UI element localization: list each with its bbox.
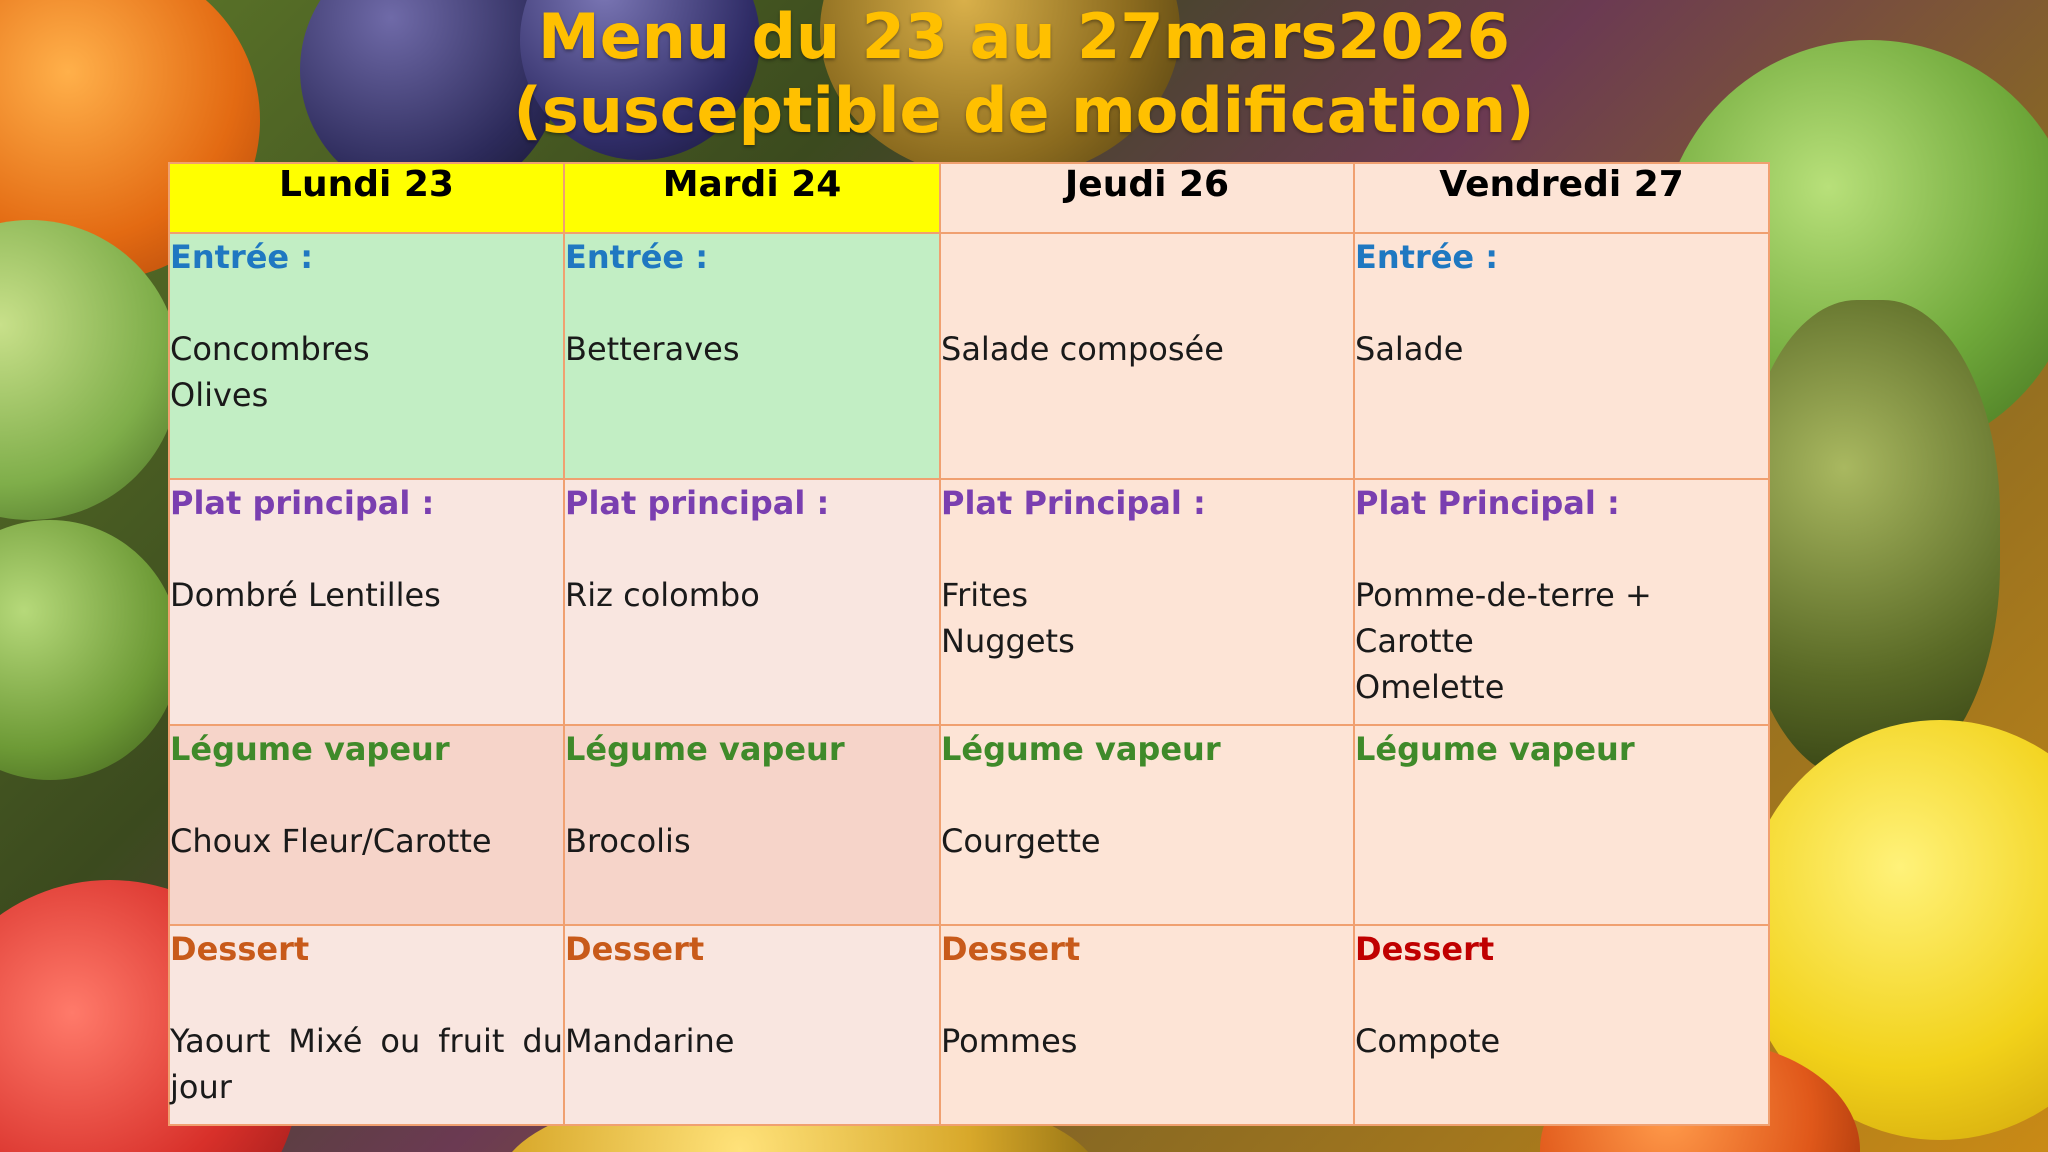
day-header-lundi: Lundi 23 bbox=[169, 163, 564, 233]
legume-label: Légume vapeur bbox=[941, 730, 1221, 768]
dessert-item: Pommes bbox=[941, 1022, 1078, 1060]
days-header-row bbox=[169, 163, 1769, 233]
dessert-label: Dessert bbox=[1355, 930, 1495, 968]
plat-item: Frites bbox=[941, 576, 1029, 614]
dessert-item: Compote bbox=[1355, 1022, 1501, 1060]
menu-title-line2: (susceptible de modification) bbox=[513, 74, 1535, 147]
entree-label: Entrée : bbox=[1355, 238, 1499, 276]
legume-item: Choux Fleur/Carotte bbox=[170, 822, 492, 860]
menu-title-line1: Menu du 23 au 27mars2026 bbox=[538, 0, 1510, 73]
menu-title bbox=[0, 0, 2048, 148]
entree-cell-jeudi bbox=[940, 233, 1354, 479]
plat-item: Nuggets bbox=[941, 622, 1075, 660]
entree-item: Betteraves bbox=[565, 330, 740, 368]
plat-label: Plat Principal : bbox=[941, 484, 1206, 522]
menu-table bbox=[168, 162, 1770, 1126]
plat-item: Pomme-de-terre + bbox=[1355, 576, 1652, 614]
plat-item: Carotte bbox=[1355, 622, 1474, 660]
legume-cell-jeudi bbox=[940, 725, 1354, 925]
day-header-jeudi: Jeudi 26 bbox=[940, 163, 1354, 233]
dessert-item: Yaourt Mixé ou fruit du jour bbox=[170, 1022, 563, 1106]
legume-label: Légume vapeur bbox=[1355, 730, 1635, 768]
legume-cell-vendredi bbox=[1354, 725, 1769, 925]
plat-label: Plat principal : bbox=[170, 484, 435, 522]
entree-label: Entrée : bbox=[170, 238, 314, 276]
day-header-vendredi: Vendredi 27 bbox=[1354, 163, 1769, 233]
plat-cell-mardi bbox=[564, 479, 940, 725]
entree-cell-lundi bbox=[169, 233, 564, 479]
entree-item: Olives bbox=[170, 376, 269, 414]
entree-item: Salade bbox=[1355, 330, 1464, 368]
dessert-label: Dessert bbox=[941, 930, 1081, 968]
plat-item: Riz colombo bbox=[565, 576, 760, 614]
dessert-cell-lundi bbox=[169, 925, 564, 1125]
dessert-item: Mandarine bbox=[565, 1022, 735, 1060]
legume-item: Brocolis bbox=[565, 822, 691, 860]
entree-item: Concombres bbox=[170, 330, 370, 368]
dessert-row bbox=[169, 925, 1769, 1125]
day-header-mardi: Mardi 24 bbox=[564, 163, 940, 233]
legume-label: Légume vapeur bbox=[170, 730, 450, 768]
legume-row bbox=[169, 725, 1769, 925]
plat-cell-jeudi bbox=[940, 479, 1354, 725]
legume-label: Légume vapeur bbox=[565, 730, 845, 768]
legume-item: Courgette bbox=[941, 822, 1101, 860]
dessert-label: Dessert bbox=[170, 930, 310, 968]
plat-item: Dombré Lentilles bbox=[170, 576, 441, 614]
dessert-cell-jeudi bbox=[940, 925, 1354, 1125]
dessert-cell-vendredi bbox=[1354, 925, 1769, 1125]
entree-label: Entrée : bbox=[565, 238, 709, 276]
plat-cell-lundi bbox=[169, 479, 564, 725]
plat-row bbox=[169, 479, 1769, 725]
dessert-cell-mardi bbox=[564, 925, 940, 1125]
legume-cell-mardi bbox=[564, 725, 940, 925]
entree-item: Salade composée bbox=[941, 330, 1224, 368]
legume-cell-lundi bbox=[169, 725, 564, 925]
plat-label: Plat Principal : bbox=[1355, 484, 1620, 522]
kiwano-image bbox=[1740, 300, 2000, 780]
plat-item: Omelette bbox=[1355, 668, 1505, 706]
entree-row bbox=[169, 233, 1769, 479]
grapes-image bbox=[0, 520, 180, 780]
dessert-label: Dessert bbox=[565, 930, 705, 968]
entree-label bbox=[941, 234, 1353, 280]
entree-cell-vendredi bbox=[1354, 233, 1769, 479]
entree-cell-mardi bbox=[564, 233, 940, 479]
plat-label: Plat principal : bbox=[565, 484, 830, 522]
plat-cell-vendredi bbox=[1354, 479, 1769, 725]
